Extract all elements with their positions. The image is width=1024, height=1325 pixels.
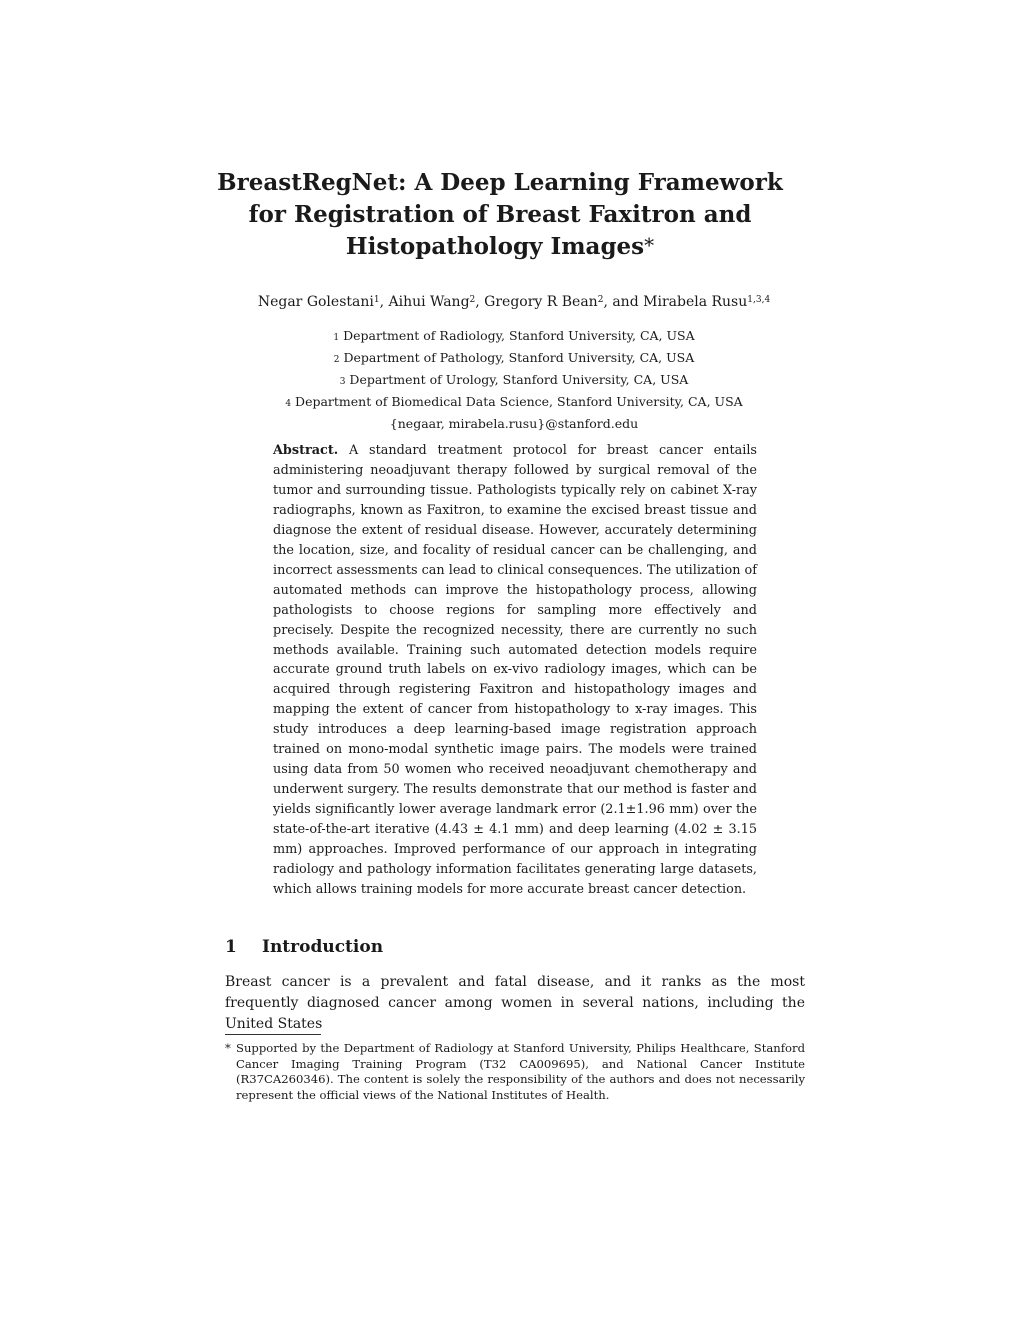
- author-separator: ,: [379, 294, 389, 310]
- affiliation-text: Department of Biomedical Data Science, Stanford University, CA, USA: [295, 394, 743, 409]
- author-separator: ,: [475, 294, 485, 310]
- affiliation-number: 2: [333, 355, 340, 365]
- author-list: [200, 292, 828, 312]
- affiliation-number: 3: [339, 377, 346, 387]
- abstract-label: Abstract.: [273, 443, 339, 458]
- affiliation-text: Department of Urology, Stanford University, CA, USA: [349, 372, 689, 387]
- affiliation-item: [200, 370, 828, 392]
- affiliation-number: 1: [333, 333, 340, 343]
- affiliation-list: [200, 326, 828, 433]
- author-name: Gregory R Bean: [484, 294, 598, 310]
- author-affiliation-mark: 1: [373, 295, 380, 305]
- footnote: [225, 1041, 805, 1104]
- paper-title-text: BreastRegNet: A Deep Learning Framework for Registration of Breast Faxitron and Histopathology Images: [217, 169, 783, 260]
- affiliation-text: Department of Pathology, Stanford University, CA, USA: [343, 350, 695, 365]
- affiliation-text: Department of Radiology, Stanford University, CA, USA: [343, 328, 695, 343]
- title-footnote-mark: *: [644, 233, 655, 257]
- author-affiliation-mark: 2: [469, 295, 476, 305]
- author-affiliation-mark: 1,3,4: [747, 295, 771, 305]
- contact-email[interactable]: {negaar, mirabela.rusu}@stanford.edu: [389, 416, 639, 431]
- paper-title: [200, 167, 800, 263]
- section-number: 1: [225, 937, 237, 957]
- author-separator: , and: [603, 294, 644, 310]
- footnote-mark: *: [225, 1041, 231, 1055]
- footnote-text: Supported by the Department of Radiology at Stanford University, Philips Healthcare, Stanford Cancer Imaging Training Program (T32 CA009695), and National Cancer Institute (R37CA260346). The content is solely the responsibility of the authors and does not necessarily represent the official views of the National Institutes of Health.: [236, 1041, 805, 1103]
- footnote-divider: [225, 1034, 321, 1035]
- section-title: Introduction: [262, 937, 384, 957]
- introduction-paragraph: Breast cancer is a prevalent and fatal disease, and it ranks as the most frequently diagnosed cancer among women in several nations, including the United States: [225, 974, 805, 1032]
- abstract: [273, 441, 757, 900]
- affiliation-item: [200, 348, 828, 370]
- affiliation-item: [200, 392, 828, 414]
- section-heading: [225, 934, 383, 960]
- author-affiliation-mark: 2: [597, 295, 604, 305]
- author-name: Mirabela Rusu: [643, 294, 748, 310]
- abstract-text: A standard treatment protocol for breast cancer entails administering neoadjuvant therapy followed by surgical removal of the tumor and surrounding tissue. Pathologists typically rely on cabinet X-ray radiographs, known as Faxitron, to examine the excised breast tissue and diagnose the extent of residual disease. However, accurately determining the location, size, and focality of residual cancer can be challenging, and incorrect assessments can lead to clinical consequences. The utilization of automated methods can improve the histopathology process, allowing pathologists to choose regions for sampling more effectively and precisely. Despite the recognized necessity, there are currently no such methods available. Training such automated detection models require accurate ground truth labels on ex-vivo radiology images, which can be acquired through registering Faxitron and histopathology images and mapping the extent of cancer from histopathology to x-ray images. This study introduces a deep learning-based image registration approach trained on mono-modal synthetic image pairs. The models were trained using data from 50 women who received neoadjuvant chemotherapy and underwent surgery. The results demonstrate that our method is faster and yields significantly lower average landmark error (2.1±1.96 mm) over the state-of-the-art iterative (4.43 ± 4.1 mm) and deep learning (4.02 ± 3.15 mm) approaches. Improved performance of our approach in integrating radiology and pathology information facilitates generating large datasets, which allows training models for more accurate breast cancer detection.: [273, 443, 757, 897]
- author-name: Aihui Wang: [388, 294, 470, 310]
- affiliation-number: 4: [285, 399, 292, 409]
- author-name: Negar Golestani: [257, 294, 374, 310]
- affiliation-item: [200, 326, 828, 348]
